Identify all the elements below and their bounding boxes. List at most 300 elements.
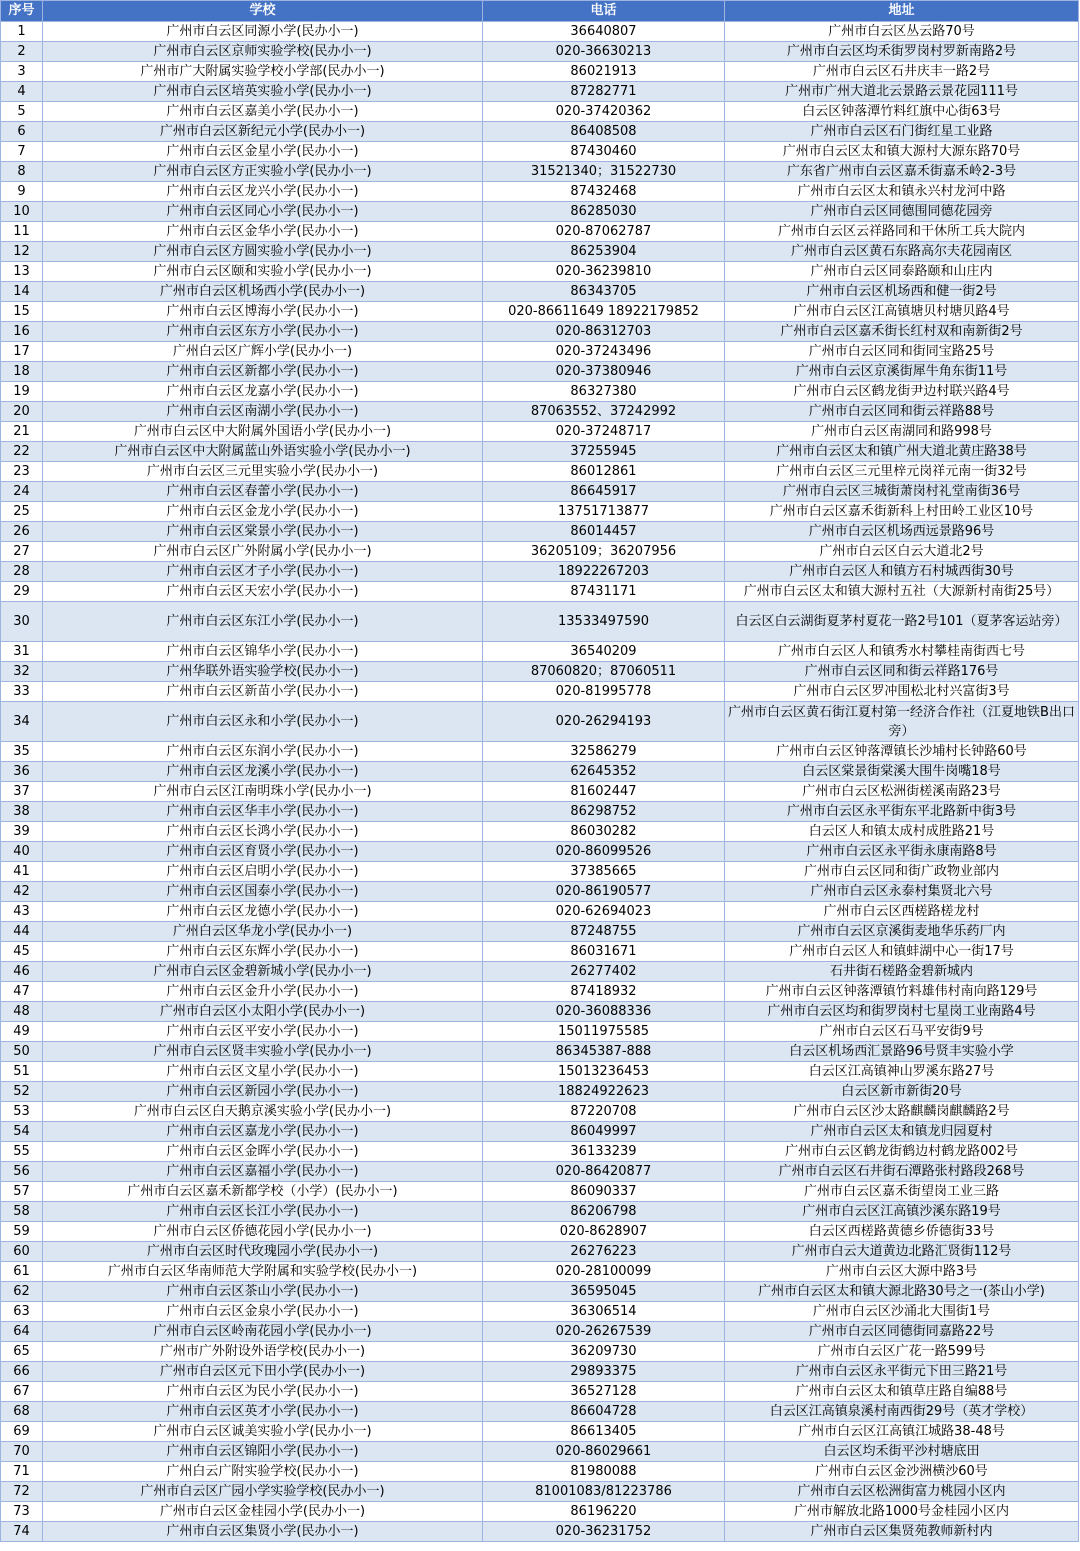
- cell-school[interactable]: 广州市白云区永和小学(民办小一): [43, 702, 483, 742]
- cell-school[interactable]: 广州市白云区龙兴小学(民办小一): [43, 182, 483, 202]
- cell-school[interactable]: 广州市白云区金晖小学(民办小一): [43, 1142, 483, 1162]
- cell-no[interactable]: 71: [1, 1462, 43, 1482]
- cell-phone[interactable]: 020-26294193: [483, 702, 725, 742]
- cell-school[interactable]: 广州市白云区金升小学(民办小一): [43, 982, 483, 1002]
- cell-school[interactable]: 广州白云区广辉小学(民办小一): [43, 342, 483, 362]
- cell-no[interactable]: 39: [1, 822, 43, 842]
- cell-phone[interactable]: 020-36630213: [483, 42, 725, 62]
- cell-phone[interactable]: 86090337: [483, 1182, 725, 1202]
- cell-no[interactable]: 1: [1, 22, 43, 42]
- cell-no[interactable]: 32: [1, 662, 43, 682]
- cell-phone[interactable]: 86014457: [483, 522, 725, 542]
- cell-no[interactable]: 60: [1, 1242, 43, 1262]
- cell-school[interactable]: 广州市白云区方圆实验小学(民办小一): [43, 242, 483, 262]
- cell-school[interactable]: 广州市白云区龙溪小学(民办小一): [43, 762, 483, 782]
- cell-no[interactable]: 65: [1, 1342, 43, 1362]
- cell-no[interactable]: 73: [1, 1502, 43, 1522]
- cell-no[interactable]: 7: [1, 142, 43, 162]
- cell-phone[interactable]: 36527128: [483, 1382, 725, 1402]
- cell-address[interactable]: 白云区机场西汇景路96号贤丰实验小学: [725, 1042, 1079, 1062]
- cell-no[interactable]: 47: [1, 982, 43, 1002]
- cell-address[interactable]: 广州市白云区太和镇大源村五社（大源新村南街25号）: [725, 582, 1079, 602]
- cell-address[interactable]: 广州市白云区沙涌北大围街1号: [725, 1302, 1079, 1322]
- cell-phone[interactable]: 36306514: [483, 1302, 725, 1322]
- cell-no[interactable]: 55: [1, 1142, 43, 1162]
- cell-school[interactable]: 广州市白云区金桂园小学(民办小一): [43, 1502, 483, 1522]
- cell-phone[interactable]: 020-37243496: [483, 342, 725, 362]
- cell-phone[interactable]: 36133239: [483, 1142, 725, 1162]
- cell-school[interactable]: 广州市白云区中大附属蓝山外语实验小学(民办小一): [43, 442, 483, 462]
- cell-phone[interactable]: 62645352: [483, 762, 725, 782]
- cell-address[interactable]: 广州市白云区京溪街麦地华乐药厂内: [725, 922, 1079, 942]
- cell-no[interactable]: 12: [1, 242, 43, 262]
- cell-no[interactable]: 64: [1, 1322, 43, 1342]
- cell-no[interactable]: 43: [1, 902, 43, 922]
- cell-no[interactable]: 29: [1, 582, 43, 602]
- cell-address[interactable]: 广州市白云区同德街同嘉路22号: [725, 1322, 1079, 1342]
- header-phone[interactable]: 电话: [483, 1, 725, 22]
- cell-phone[interactable]: 26276223: [483, 1242, 725, 1262]
- cell-phone[interactable]: 36540209: [483, 642, 725, 662]
- cell-no[interactable]: 37: [1, 782, 43, 802]
- cell-address[interactable]: 广州市白云区江高镇塘贝村塘贝路4号: [725, 302, 1079, 322]
- cell-phone[interactable]: 87063552、37242992: [483, 402, 725, 422]
- cell-school[interactable]: 广州华联外语实验学校(民办小一): [43, 662, 483, 682]
- cell-phone[interactable]: 020-37420362: [483, 102, 725, 122]
- cell-no[interactable]: 24: [1, 482, 43, 502]
- cell-school[interactable]: 广州市白云区博海小学(民办小一): [43, 302, 483, 322]
- cell-no[interactable]: 21: [1, 422, 43, 442]
- cell-no[interactable]: 10: [1, 202, 43, 222]
- cell-no[interactable]: 59: [1, 1222, 43, 1242]
- cell-address[interactable]: 广州市白云区罗冲围松北村兴富街3号: [725, 682, 1079, 702]
- cell-phone[interactable]: 29893375: [483, 1362, 725, 1382]
- cell-school[interactable]: 广州市白云区嘉美小学(民办小一): [43, 102, 483, 122]
- cell-school[interactable]: 广州市白云区棠景小学(民办小一): [43, 522, 483, 542]
- cell-school[interactable]: 广州市白云区新纪元小学(民办小一): [43, 122, 483, 142]
- cell-phone[interactable]: 86298752: [483, 802, 725, 822]
- cell-address[interactable]: 白云区江高镇泉溪村南西街29号（英才学校）: [725, 1402, 1079, 1422]
- cell-phone[interactable]: 87431171: [483, 582, 725, 602]
- cell-phone[interactable]: 020-26267539: [483, 1322, 725, 1342]
- cell-school[interactable]: 广州市白云区春蕾小学(民办小一): [43, 482, 483, 502]
- cell-phone[interactable]: 86196220: [483, 1502, 725, 1522]
- cell-school[interactable]: 广州市白云区天宏小学(民办小一): [43, 582, 483, 602]
- cell-address[interactable]: 广州市白云区太和镇草庄路自编88号: [725, 1382, 1079, 1402]
- cell-no[interactable]: 46: [1, 962, 43, 982]
- cell-phone[interactable]: 87248755: [483, 922, 725, 942]
- cell-address[interactable]: 广州市白云区同和街广政物业部内: [725, 862, 1079, 882]
- cell-school[interactable]: 广州市白云区新都小学(民办小一): [43, 362, 483, 382]
- cell-school[interactable]: 广州市白云区育贤小学(民办小一): [43, 842, 483, 862]
- cell-address[interactable]: 石井街石槎路金碧新城内: [725, 962, 1079, 982]
- cell-school[interactable]: 广州市白云区龙嘉小学(民办小一): [43, 382, 483, 402]
- cell-phone[interactable]: 87220708: [483, 1102, 725, 1122]
- cell-school[interactable]: 广州市白云区江南明珠小学(民办小一): [43, 782, 483, 802]
- cell-address[interactable]: 广州市白云区金沙洲横沙60号: [725, 1462, 1079, 1482]
- cell-phone[interactable]: 020-37248717: [483, 422, 725, 442]
- cell-address[interactable]: 广州市白云区人和镇秀水村攀桂南街西七号: [725, 642, 1079, 662]
- header-address[interactable]: 地址: [725, 1, 1079, 22]
- cell-no[interactable]: 67: [1, 1382, 43, 1402]
- cell-no[interactable]: 4: [1, 82, 43, 102]
- cell-school[interactable]: 广州市白云区金泉小学(民办小一): [43, 1302, 483, 1322]
- cell-no[interactable]: 13: [1, 262, 43, 282]
- cell-phone[interactable]: 86343705: [483, 282, 725, 302]
- cell-school[interactable]: 广州市白云区小太阳小学(民办小一): [43, 1002, 483, 1022]
- cell-phone[interactable]: 31521340；31522730: [483, 162, 725, 182]
- cell-no[interactable]: 14: [1, 282, 43, 302]
- cell-phone[interactable]: 18922267203: [483, 562, 725, 582]
- cell-no[interactable]: 74: [1, 1522, 43, 1542]
- cell-no[interactable]: 36: [1, 762, 43, 782]
- cell-address[interactable]: 广州市白云区同德围同德花园旁: [725, 202, 1079, 222]
- cell-address[interactable]: 广州市白云区太和镇大源村大源东路70号: [725, 142, 1079, 162]
- cell-school[interactable]: 广州市白云区岭南花园小学(民办小一): [43, 1322, 483, 1342]
- cell-no[interactable]: 33: [1, 682, 43, 702]
- cell-address[interactable]: 广州市白云区鹤龙街尹边村联兴路4号: [725, 382, 1079, 402]
- cell-no[interactable]: 68: [1, 1402, 43, 1422]
- cell-school[interactable]: 广州市白云区广园小学实验学校(民办小一): [43, 1482, 483, 1502]
- cell-school[interactable]: 广州市白云区机场西小学(民办小一): [43, 282, 483, 302]
- cell-no[interactable]: 11: [1, 222, 43, 242]
- cell-school[interactable]: 广州市白云区金碧新城小学(民办小一): [43, 962, 483, 982]
- cell-school[interactable]: 广州市白云区华南师范大学附属和实验学校(民办小一): [43, 1262, 483, 1282]
- cell-no[interactable]: 70: [1, 1442, 43, 1462]
- cell-address[interactable]: 广州市白云区均和街罗岗村七星岗工业南路4号: [725, 1002, 1079, 1022]
- cell-school[interactable]: 广州市白云区英才小学(民办小一): [43, 1402, 483, 1422]
- cell-address[interactable]: 广州市白云区石井街石潭路张村路段268号: [725, 1162, 1079, 1182]
- cell-address[interactable]: 广州市白云区嘉禾街新科上村田岭工业区10号: [725, 502, 1079, 522]
- cell-address[interactable]: 广东省广州市白云区嘉禾街嘉禾岭2-3号: [725, 162, 1079, 182]
- cell-phone[interactable]: 86345387-888: [483, 1042, 725, 1062]
- cell-phone[interactable]: 15011975585: [483, 1022, 725, 1042]
- cell-address[interactable]: 广州市白云区集贤苑教师新村内: [725, 1522, 1079, 1542]
- cell-school[interactable]: 广州市白云区为民小学(民办小一): [43, 1382, 483, 1402]
- cell-phone[interactable]: 020-37380946: [483, 362, 725, 382]
- cell-no[interactable]: 31: [1, 642, 43, 662]
- cell-school[interactable]: 广州市白云区金龙小学(民办小一): [43, 502, 483, 522]
- cell-no[interactable]: 5: [1, 102, 43, 122]
- cell-address[interactable]: 广州市白云区三元里梓元岗祥元南一街32号: [725, 462, 1079, 482]
- cell-address[interactable]: 白云区江高镇神山罗溪东路27号: [725, 1062, 1079, 1082]
- cell-school[interactable]: 广州市白云区贤丰实验小学(民办小一): [43, 1042, 483, 1062]
- cell-phone[interactable]: 020-62694023: [483, 902, 725, 922]
- cell-school[interactable]: 广州市白云区才子小学(民办小一): [43, 562, 483, 582]
- cell-address[interactable]: 广州市白云区松洲街槎溪南路23号: [725, 782, 1079, 802]
- cell-no[interactable]: 49: [1, 1022, 43, 1042]
- cell-school[interactable]: 广州市白云区东方小学(民办小一): [43, 322, 483, 342]
- cell-no[interactable]: 25: [1, 502, 43, 522]
- cell-no[interactable]: 63: [1, 1302, 43, 1322]
- cell-address[interactable]: 广州市白云区同和街云祥路176号: [725, 662, 1079, 682]
- cell-no[interactable]: 20: [1, 402, 43, 422]
- cell-phone[interactable]: 86327380: [483, 382, 725, 402]
- cell-no[interactable]: 28: [1, 562, 43, 582]
- cell-no[interactable]: 52: [1, 1082, 43, 1102]
- cell-school[interactable]: 广州市白云区方正实验小学(民办小一): [43, 162, 483, 182]
- cell-phone[interactable]: 020-87062787: [483, 222, 725, 242]
- cell-phone[interactable]: 13751713877: [483, 502, 725, 522]
- cell-school[interactable]: 广州市白云区金华小学(民办小一): [43, 222, 483, 242]
- cell-school[interactable]: 广州市白云区东润小学(民办小一): [43, 742, 483, 762]
- cell-school[interactable]: 广州市白云区时代玫瑰园小学(民办小一): [43, 1242, 483, 1262]
- cell-phone[interactable]: 87418932: [483, 982, 725, 1002]
- cell-school[interactable]: 广州市白云区华丰小学(民办小一): [43, 802, 483, 822]
- cell-phone[interactable]: 36205109；36207956: [483, 542, 725, 562]
- cell-phone[interactable]: 18824922623: [483, 1082, 725, 1102]
- cell-school[interactable]: 广州市白云区东江小学(民办小一): [43, 602, 483, 642]
- cell-school[interactable]: 广州市白云区中大附属外国语小学(民办小一): [43, 422, 483, 442]
- cell-school[interactable]: 广州市白云区锦华小学(民办小一): [43, 642, 483, 662]
- cell-address[interactable]: 广州市白云区嘉禾街长红村双和南新街2号: [725, 322, 1079, 342]
- cell-school[interactable]: 广州市白云区同源小学(民办小一): [43, 22, 483, 42]
- cell-address[interactable]: 广州市白云区白云大道北2号: [725, 542, 1079, 562]
- cell-address[interactable]: 广州市白云区同泰路颐和山庄内: [725, 262, 1079, 282]
- cell-no[interactable]: 50: [1, 1042, 43, 1062]
- cell-school[interactable]: 广州市白云区嘉龙小学(民办小一): [43, 1122, 483, 1142]
- cell-phone[interactable]: 020-36231752: [483, 1522, 725, 1542]
- cell-address[interactable]: 广州市白云区沙太路麒麟岗麒麟路2号: [725, 1102, 1079, 1122]
- cell-phone[interactable]: 020-86029661: [483, 1442, 725, 1462]
- cell-school[interactable]: 广州市白云区龙德小学(民办小一): [43, 902, 483, 922]
- cell-phone[interactable]: 020-28100099: [483, 1262, 725, 1282]
- header-no[interactable]: 序号: [1, 1, 43, 22]
- cell-phone[interactable]: 37385665: [483, 862, 725, 882]
- cell-school[interactable]: 广州市白云区南湖小学(民办小一): [43, 402, 483, 422]
- cell-no[interactable]: 2: [1, 42, 43, 62]
- cell-address[interactable]: 广州市白云区永泰村集贤北六号: [725, 882, 1079, 902]
- cell-no[interactable]: 9: [1, 182, 43, 202]
- cell-no[interactable]: 41: [1, 862, 43, 882]
- cell-address[interactable]: 广州市白云区江高镇沙溪东路19号: [725, 1202, 1079, 1222]
- cell-phone[interactable]: 86285030: [483, 202, 725, 222]
- cell-school[interactable]: 广州市广外附设外语学校(民办小一): [43, 1342, 483, 1362]
- cell-phone[interactable]: 86408508: [483, 122, 725, 142]
- cell-no[interactable]: 16: [1, 322, 43, 342]
- cell-phone[interactable]: 020-81995778: [483, 682, 725, 702]
- cell-no[interactable]: 27: [1, 542, 43, 562]
- cell-school[interactable]: 广州市白云区金星小学(民办小一): [43, 142, 483, 162]
- cell-address[interactable]: 白云区新市新街20号: [725, 1082, 1079, 1102]
- cell-no[interactable]: 40: [1, 842, 43, 862]
- cell-address[interactable]: 广州市白云区江高镇江城路38-48号: [725, 1422, 1079, 1442]
- cell-school[interactable]: 广州市白云区新苗小学(民办小一): [43, 682, 483, 702]
- cell-address[interactable]: 广州市解放北路1000号金桂园小区内: [725, 1502, 1079, 1522]
- cell-no[interactable]: 8: [1, 162, 43, 182]
- cell-school[interactable]: 广州市白云区诚美实验小学(民办小一): [43, 1422, 483, 1442]
- cell-no[interactable]: 61: [1, 1262, 43, 1282]
- cell-phone[interactable]: 15013236453: [483, 1062, 725, 1082]
- cell-address[interactable]: 广州市白云区广花一路599号: [725, 1342, 1079, 1362]
- cell-phone[interactable]: 26277402: [483, 962, 725, 982]
- cell-phone[interactable]: 81602447: [483, 782, 725, 802]
- cell-no[interactable]: 51: [1, 1062, 43, 1082]
- cell-no[interactable]: 22: [1, 442, 43, 462]
- cell-phone[interactable]: 020-36088336: [483, 1002, 725, 1022]
- cell-no[interactable]: 38: [1, 802, 43, 822]
- cell-address[interactable]: 广州市白云大道黄边北路汇贤街112号: [725, 1242, 1079, 1262]
- cell-phone[interactable]: 36640807: [483, 22, 725, 42]
- cell-no[interactable]: 66: [1, 1362, 43, 1382]
- cell-school[interactable]: 广州市白云区三元里实验小学(民办小一): [43, 462, 483, 482]
- cell-school[interactable]: 广州市白云区侨德花园小学(民办小一): [43, 1222, 483, 1242]
- cell-no[interactable]: 48: [1, 1002, 43, 1022]
- cell-address[interactable]: 广州市白云区鹤龙街鹤边村鹤龙路002号: [725, 1142, 1079, 1162]
- cell-address[interactable]: 广州市白云区松洲街富力桃园小区内: [725, 1482, 1079, 1502]
- cell-school[interactable]: 广州市白云区广外附属小学(民办小一): [43, 542, 483, 562]
- cell-phone[interactable]: 86031671: [483, 942, 725, 962]
- cell-address[interactable]: 白云区白云湖街夏茅村夏花一路2号101（夏茅客运站旁）: [725, 602, 1079, 642]
- cell-address[interactable]: 广州市白云区人和镇蚌湖中心一街17号: [725, 942, 1079, 962]
- cell-no[interactable]: 34: [1, 702, 43, 742]
- cell-school[interactable]: 广州市白云区东辉小学(民办小一): [43, 942, 483, 962]
- cell-address[interactable]: 广州市白云区太和镇大源北路30号之一(茶山小学): [725, 1282, 1079, 1302]
- cell-no[interactable]: 54: [1, 1122, 43, 1142]
- cell-school[interactable]: 广州市白云区长江小学(民办小一): [43, 1202, 483, 1222]
- cell-no[interactable]: 17: [1, 342, 43, 362]
- cell-phone[interactable]: 81001083/81223786: [483, 1482, 725, 1502]
- cell-phone[interactable]: 86253904: [483, 242, 725, 262]
- cell-school[interactable]: 广州市白云区长鸿小学(民办小一): [43, 822, 483, 842]
- cell-address[interactable]: 广州市白云区永平街永康南路8号: [725, 842, 1079, 862]
- cell-phone[interactable]: 87060820；87060511: [483, 662, 725, 682]
- cell-address[interactable]: 白云区均禾街平沙村塘底田: [725, 1442, 1079, 1462]
- cell-address[interactable]: 广州市白云区石门街红星工业路: [725, 122, 1079, 142]
- cell-no[interactable]: 19: [1, 382, 43, 402]
- cell-no[interactable]: 72: [1, 1482, 43, 1502]
- cell-school[interactable]: 广州市白云区嘉禾新都学校（小学）(民办小一): [43, 1182, 483, 1202]
- header-school[interactable]: 学校: [43, 1, 483, 22]
- cell-address[interactable]: 广州市白云区云祥路同和干休所工兵大院内: [725, 222, 1079, 242]
- cell-address[interactable]: 广州市白云区太和镇广州大道北黄庄路38号: [725, 442, 1079, 462]
- cell-address[interactable]: 广州市白云区黄石街江夏村第一经济合作社（江夏地铁B出口旁）: [725, 702, 1079, 742]
- cell-address[interactable]: 广州市白云区机场西远景路96号: [725, 522, 1079, 542]
- cell-no[interactable]: 62: [1, 1282, 43, 1302]
- cell-no[interactable]: 23: [1, 462, 43, 482]
- cell-school[interactable]: 广州市白云区国泰小学(民办小一): [43, 882, 483, 902]
- cell-phone[interactable]: 020-36239810: [483, 262, 725, 282]
- cell-address[interactable]: 白云区棠景街棠溪大围牛岗嘴18号: [725, 762, 1079, 782]
- cell-no[interactable]: 56: [1, 1162, 43, 1182]
- cell-address[interactable]: 广州市白云区丛云路70号: [725, 22, 1079, 42]
- cell-no[interactable]: 15: [1, 302, 43, 322]
- cell-address[interactable]: 广州市白云区机场西和健一街2号: [725, 282, 1079, 302]
- cell-phone[interactable]: 36209730: [483, 1342, 725, 1362]
- cell-phone[interactable]: 86030282: [483, 822, 725, 842]
- cell-phone[interactable]: 87430460: [483, 142, 725, 162]
- cell-address[interactable]: 白云区人和镇太成村成胜路21号: [725, 822, 1079, 842]
- cell-address[interactable]: 广州市白云区同和街同宝路25号: [725, 342, 1079, 362]
- cell-no[interactable]: 35: [1, 742, 43, 762]
- cell-address[interactable]: 广州市白云区南湖同和路998号: [725, 422, 1079, 442]
- cell-school[interactable]: 广州白云广附实验学校(民办小一): [43, 1462, 483, 1482]
- cell-address[interactable]: 白云区钟落潭竹料红旗中心街63号: [725, 102, 1079, 122]
- cell-school[interactable]: 广州市白云区京师实验学校(民办小一): [43, 42, 483, 62]
- cell-school[interactable]: 广州白云区华龙小学(民办小一): [43, 922, 483, 942]
- cell-phone[interactable]: 86021913: [483, 62, 725, 82]
- cell-phone[interactable]: 13533497590: [483, 602, 725, 642]
- cell-phone[interactable]: 020-8628907: [483, 1222, 725, 1242]
- cell-phone[interactable]: 86206798: [483, 1202, 725, 1222]
- cell-no[interactable]: 57: [1, 1182, 43, 1202]
- cell-no[interactable]: 58: [1, 1202, 43, 1222]
- cell-address[interactable]: 广州市白云区太和镇龙归园夏村: [725, 1122, 1079, 1142]
- cell-address[interactable]: 广州市白云区三城街萧岗村礼堂南街36号: [725, 482, 1079, 502]
- cell-address[interactable]: 广州市白云区大源中路3号: [725, 1262, 1079, 1282]
- cell-school[interactable]: 广州市白云区元下田小学(民办小一): [43, 1362, 483, 1382]
- cell-school[interactable]: 广州市白云区茶山小学(民办小一): [43, 1282, 483, 1302]
- cell-no[interactable]: 26: [1, 522, 43, 542]
- cell-no[interactable]: 44: [1, 922, 43, 942]
- cell-address[interactable]: 广州市白云区永平街东平北路新中街3号: [725, 802, 1079, 822]
- cell-address[interactable]: 广州市白云区永平街元下田三路21号: [725, 1362, 1079, 1382]
- cell-phone[interactable]: 32586279: [483, 742, 725, 762]
- cell-no[interactable]: 18: [1, 362, 43, 382]
- cell-school[interactable]: 广州市白云区嘉福小学(民办小一): [43, 1162, 483, 1182]
- cell-address[interactable]: 广州市白云区京溪街犀牛角东街11号: [725, 362, 1079, 382]
- cell-address[interactable]: 广州市白云区嘉禾街望岗工业三路: [725, 1182, 1079, 1202]
- cell-address[interactable]: 广州市白云区同和街云祥路88号: [725, 402, 1079, 422]
- cell-phone[interactable]: 87432468: [483, 182, 725, 202]
- cell-no[interactable]: 53: [1, 1102, 43, 1122]
- cell-school[interactable]: 广州市白云区平安小学(民办小一): [43, 1022, 483, 1042]
- cell-no[interactable]: 69: [1, 1422, 43, 1442]
- cell-address[interactable]: 广州市白云区均禾街罗岗村罗新南路2号: [725, 42, 1079, 62]
- cell-school[interactable]: 广州市白云区培英实验小学(民办小一): [43, 82, 483, 102]
- cell-phone[interactable]: 020-86312703: [483, 322, 725, 342]
- cell-school[interactable]: 广州市白云区启明小学(民办小一): [43, 862, 483, 882]
- cell-school[interactable]: 广州市白云区锦阳小学(民办小一): [43, 1442, 483, 1462]
- cell-phone[interactable]: 87282771: [483, 82, 725, 102]
- cell-school[interactable]: 广州市白云区同心小学(民办小一): [43, 202, 483, 222]
- cell-phone[interactable]: 020-86190577: [483, 882, 725, 902]
- cell-no[interactable]: 45: [1, 942, 43, 962]
- cell-school[interactable]: 广州市白云区新园小学(民办小一): [43, 1082, 483, 1102]
- cell-phone[interactable]: 020-86611649 18922179852: [483, 302, 725, 322]
- cell-phone[interactable]: 86613405: [483, 1422, 725, 1442]
- cell-phone[interactable]: 81980088: [483, 1462, 725, 1482]
- cell-school[interactable]: 广州市广大附属实验学校小学部(民办小一): [43, 62, 483, 82]
- cell-address[interactable]: 广州市白云区太和镇永兴村龙河中路: [725, 182, 1079, 202]
- cell-school[interactable]: 广州市白云区文星小学(民办小一): [43, 1062, 483, 1082]
- cell-address[interactable]: 白云区西槎路黄德乡侨德街33号: [725, 1222, 1079, 1242]
- cell-address[interactable]: 广州市白云区人和镇方石村城西街30号: [725, 562, 1079, 582]
- cell-phone[interactable]: 86645917: [483, 482, 725, 502]
- cell-school[interactable]: 广州市白云区集贤小学(民办小一): [43, 1522, 483, 1542]
- cell-phone[interactable]: 36595045: [483, 1282, 725, 1302]
- cell-no[interactable]: 3: [1, 62, 43, 82]
- cell-phone[interactable]: 37255945: [483, 442, 725, 462]
- cell-no[interactable]: 30: [1, 602, 43, 642]
- cell-no[interactable]: 6: [1, 122, 43, 142]
- cell-no[interactable]: 42: [1, 882, 43, 902]
- cell-address[interactable]: 广州市白云区钟落潭镇长沙埔村长钟路60号: [725, 742, 1079, 762]
- cell-phone[interactable]: 020-86420877: [483, 1162, 725, 1182]
- cell-address[interactable]: 广州市白云区石井庆丰一路2号: [725, 62, 1079, 82]
- cell-phone[interactable]: 86604728: [483, 1402, 725, 1422]
- cell-address[interactable]: 广州市白云区石马平安街9号: [725, 1022, 1079, 1042]
- cell-phone[interactable]: 86012861: [483, 462, 725, 482]
- cell-school[interactable]: 广州市白云区白天鹅京溪实验小学(民办小一): [43, 1102, 483, 1122]
- cell-address[interactable]: 广州市白云区西槎路槎龙村: [725, 902, 1079, 922]
- cell-school[interactable]: 广州市白云区颐和实验小学(民办小一): [43, 262, 483, 282]
- cell-address[interactable]: 广州市白云区黄石东路高尔夫花园南区: [725, 242, 1079, 262]
- cell-phone[interactable]: 86049997: [483, 1122, 725, 1142]
- cell-address[interactable]: 广州市白云区钟落潭镇竹料雄伟村南向路129号: [725, 982, 1079, 1002]
- cell-phone[interactable]: 020-86099526: [483, 842, 725, 862]
- cell-address[interactable]: 广州市广州大道北云景路云景花园111号: [725, 82, 1079, 102]
